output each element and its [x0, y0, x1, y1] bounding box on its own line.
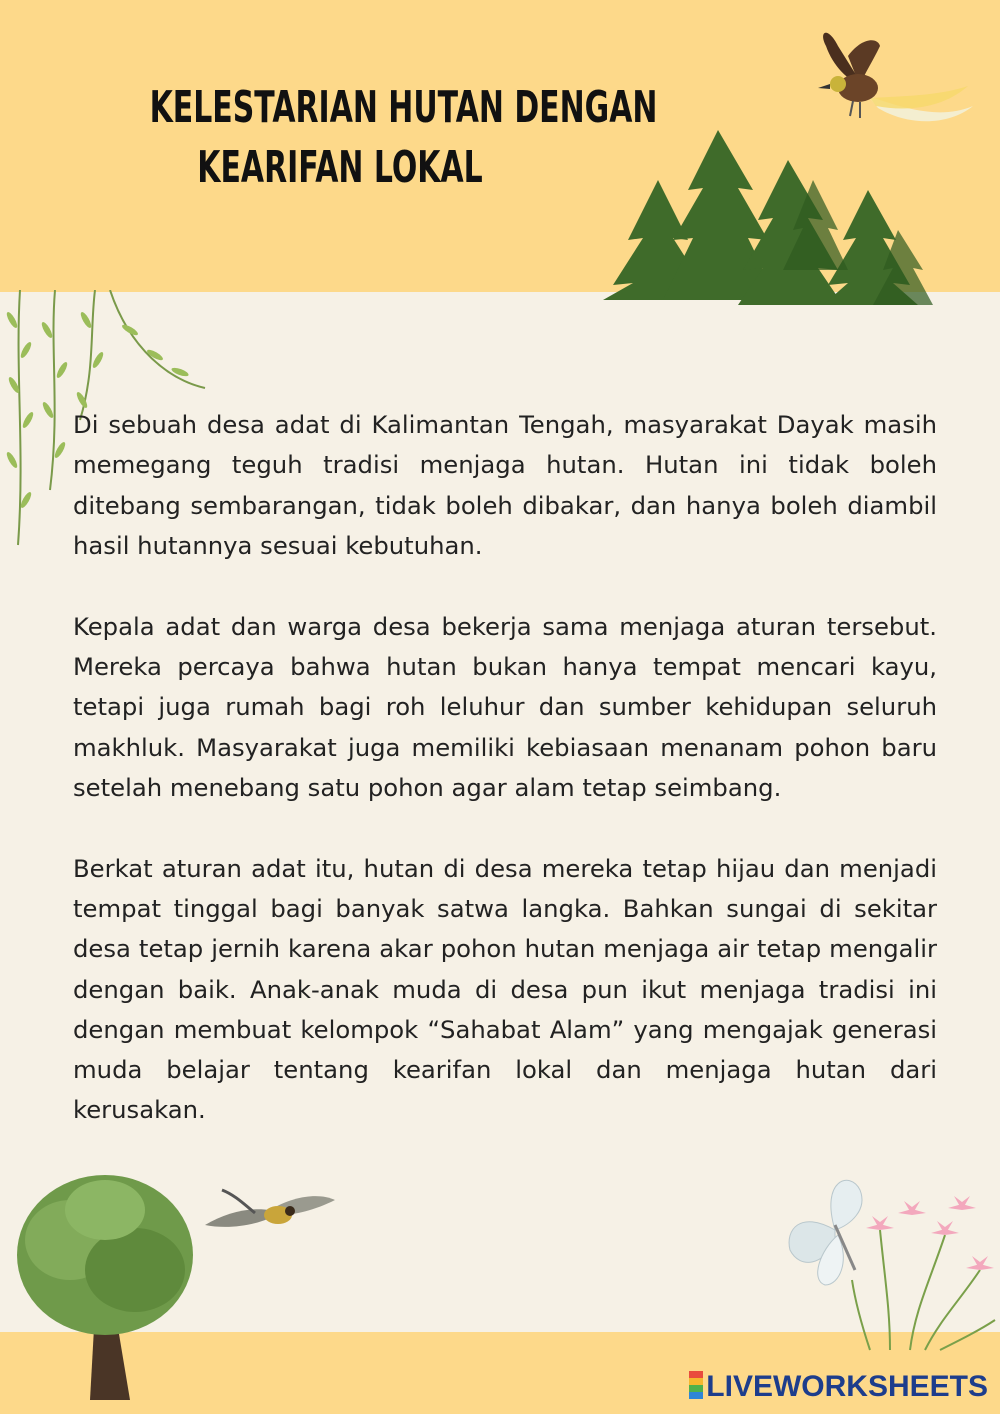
brand-label: LIVEWORKSHEETS: [706, 1370, 988, 1403]
flying-bird-icon: [200, 1185, 340, 1240]
title-line-2: KEARIFAN LOKAL: [197, 142, 483, 193]
paragraph-3: Berkat aturan adat itu, hutan di desa mereka tetap hijau dan menjadi tempat tinggal bagi banyak satwa langka. Bahkan sungai di sekitar desa tetap jernih karena akar pohon hutan menjaga air tetap mengalir dengan baik. Anak-anak muda di desa pun ikut menjaga tradisi ini dengan membuat kelompok “Sahabat Alam” yang mengajak generasi muda belajar tentang kearifan lokal dan menjaga hutan dari kerusakan.: [73, 853, 937, 1125]
paragraph-1: Di sebuah desa adat di Kalimantan Tengah, masyarakat Dayak masih memegang teguh tradisi menjaga hutan. Hutan ini tidak boleh ditebang sembarangan, tidak boleh dibakar, dan hanya boleh diambil hasil hutannya sesuai kebutuhan.: [73, 410, 937, 560]
liveworksheets-logo-icon: [689, 1371, 703, 1399]
tree-icon: [10, 1170, 200, 1405]
liveworksheets-brand[interactable]: [689, 1370, 988, 1404]
title-line-1: KELESTARIAN HUTAN DENGAN: [149, 82, 658, 133]
page-title: [149, 78, 658, 198]
pine-forest-icon: [598, 120, 938, 310]
paragraph-2: Kepala adat dan warga desa bekerja sama menjaga aturan tersebut. Mereka percaya bahwa hutan bukan hanya tempat mencari kayu, tetapi juga rumah bagi roh leluhur dan sumber kehidupan seluruh makhluk. Masyarakat juga memiliki kebiasaan menanam pohon baru setelah menebang satu pohon agar alam tetap seimbang.: [73, 611, 937, 802]
flowers-icon: [850, 1190, 1000, 1355]
article-body: [73, 405, 937, 1171]
